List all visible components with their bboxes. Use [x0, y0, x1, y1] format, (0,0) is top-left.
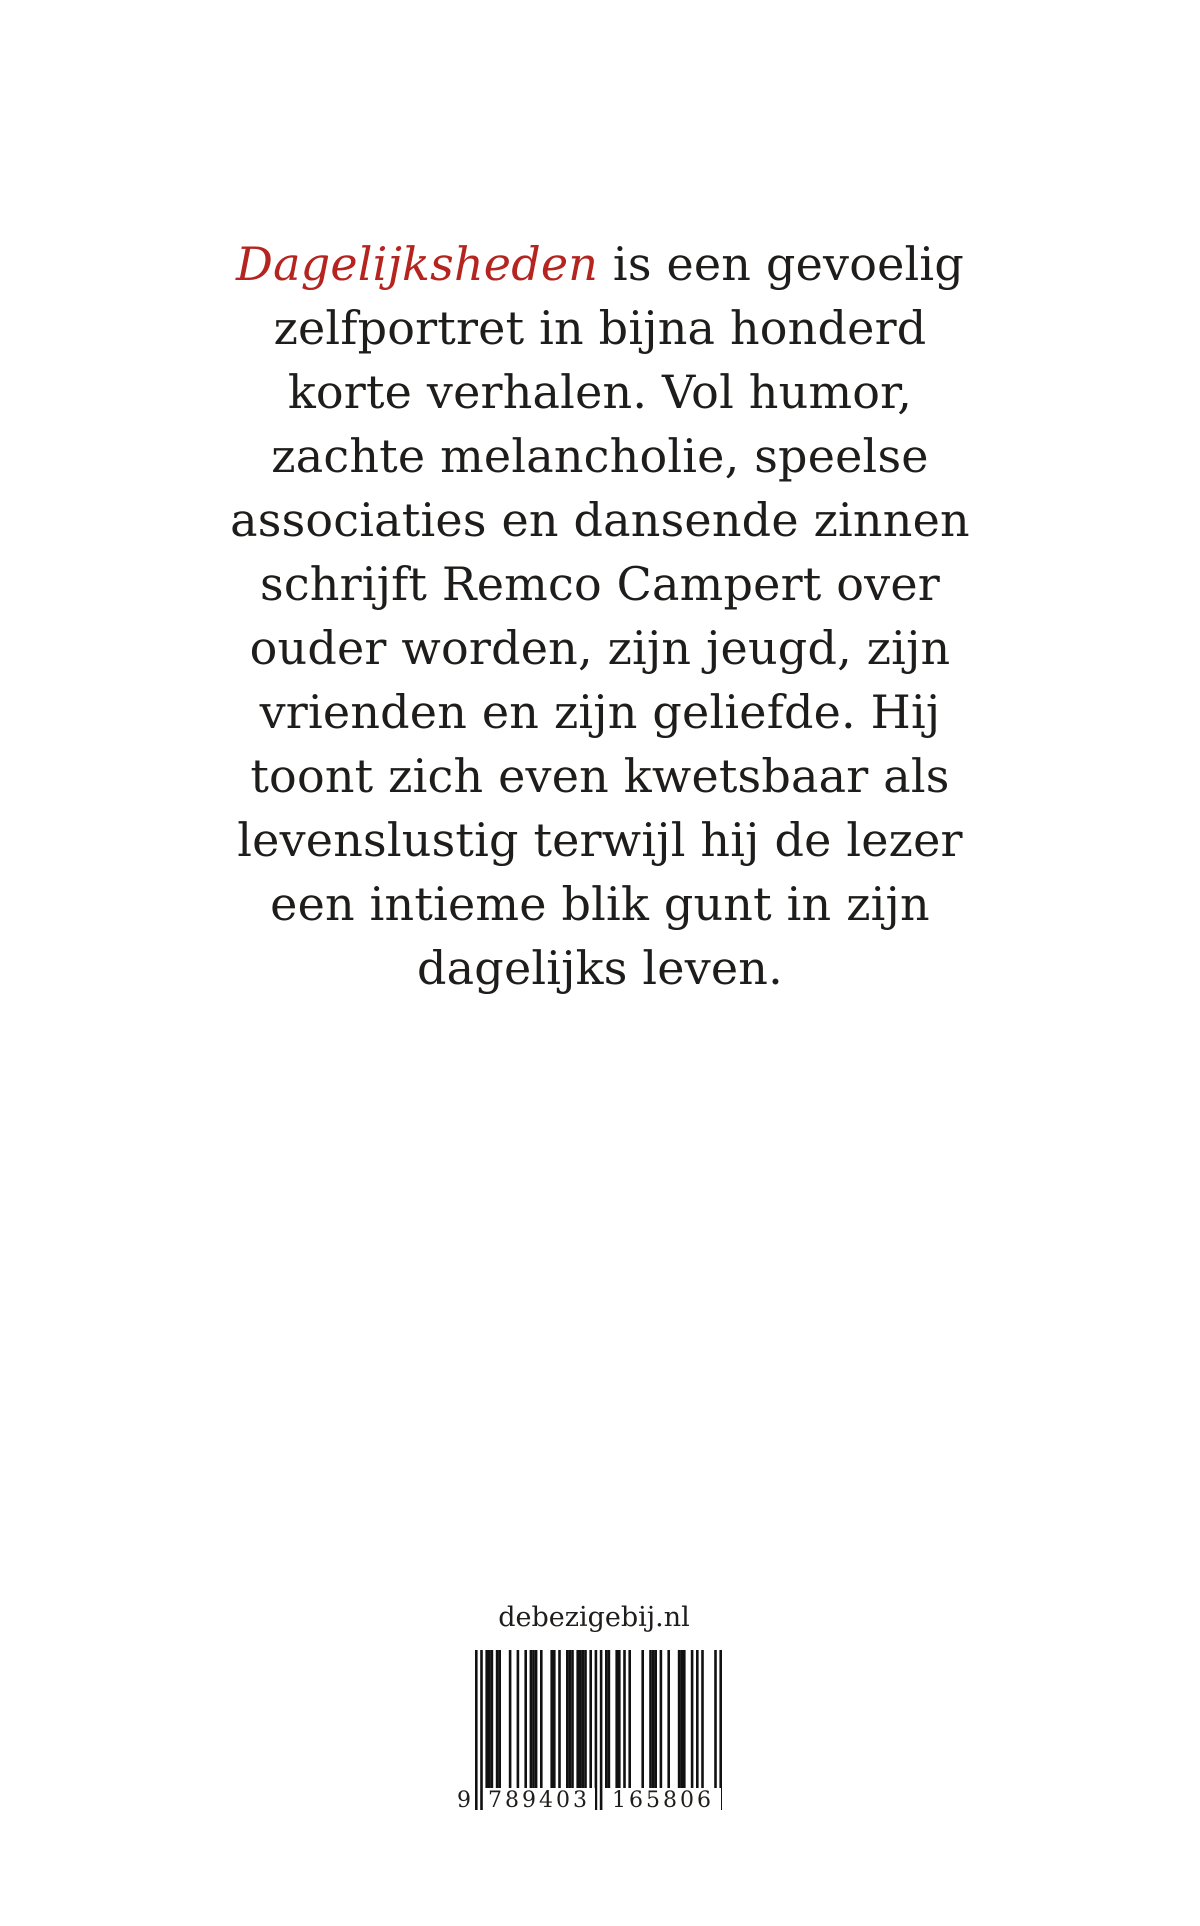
barcode-bar — [488, 1650, 491, 1790]
blurb-line: zelfportret in bijna honderd — [273, 301, 927, 355]
blurb-line: schrijft Remco Campert over — [260, 557, 940, 611]
barcode-bar — [571, 1650, 574, 1790]
barcode-bar — [579, 1650, 582, 1790]
barcode-bar — [584, 1650, 587, 1790]
barcode-bar — [566, 1650, 569, 1790]
blurb-line: toont zich even kwetsbaar als — [250, 749, 950, 803]
blurb-line: zachte melancholie, speelse — [271, 429, 929, 483]
barcode-bar — [641, 1650, 644, 1790]
blurb-line: ouder worden, zijn jeugd, zijn — [249, 621, 951, 675]
isbn-barcode — [455, 1648, 730, 1816]
barcode-bar — [628, 1650, 631, 1790]
barcode-bar — [530, 1650, 533, 1790]
barcode-bar — [600, 1650, 603, 1810]
book-title: Dagelijksheden — [236, 237, 599, 291]
barcode-bar — [652, 1650, 655, 1790]
barcode-bar — [680, 1650, 683, 1790]
barcode-bar — [480, 1650, 483, 1810]
barcode-bar — [605, 1650, 608, 1790]
blurb-line: levenslustig terwijl hij de lezer — [237, 813, 963, 867]
blurb-text — [150, 232, 1050, 1000]
blurb-line: associaties en dansende zinnen — [230, 493, 970, 547]
barcode-bar — [553, 1650, 556, 1790]
blurb-line: korte verhalen. Vol humor, — [287, 365, 913, 419]
barcode-bar — [618, 1650, 621, 1790]
barcode-bar — [582, 1650, 585, 1790]
blurb-line-1 — [150, 232, 1050, 296]
barcode-bar — [615, 1650, 618, 1790]
blurb-line: dagelijks leven. — [417, 941, 783, 995]
barcode-bar — [498, 1650, 501, 1790]
barcode-bar — [683, 1650, 686, 1790]
barcode-bar — [491, 1650, 494, 1790]
barcode-digit-first: 9 — [457, 1788, 471, 1813]
blurb-line: een intieme blik gunt in zijn — [270, 877, 930, 931]
blurb-line-1-rest: is een gevoelig — [598, 237, 964, 291]
barcode-bar — [509, 1650, 512, 1790]
barcode-bar — [535, 1650, 538, 1790]
barcode-digits-right: 165806 — [605, 1788, 721, 1813]
barcode-bar — [485, 1650, 488, 1790]
barcode-bar — [623, 1650, 626, 1790]
barcode-bar — [589, 1650, 592, 1790]
publisher-website: debezigebij.nl — [498, 1602, 690, 1633]
barcode-bar — [532, 1650, 535, 1790]
barcode-bar — [660, 1650, 663, 1790]
barcode-bar — [667, 1650, 670, 1790]
barcode-bar — [475, 1650, 478, 1810]
barcode-bar — [569, 1650, 572, 1790]
barcode-bar — [654, 1650, 657, 1790]
barcode-bar — [691, 1650, 694, 1790]
blurb-line: vrienden en zijn geliefde. Hij — [259, 685, 941, 739]
barcode-digits-left: 789403 — [483, 1788, 595, 1813]
barcode-bar — [558, 1650, 561, 1790]
barcode-bar — [696, 1650, 699, 1790]
barcode-bar — [719, 1650, 722, 1810]
barcode-bar — [714, 1650, 717, 1810]
barcode-bar — [608, 1650, 611, 1790]
barcode-digits — [455, 1788, 730, 1818]
barcode-bar — [576, 1650, 579, 1790]
barcode-bar — [595, 1650, 598, 1810]
barcode-bar — [524, 1650, 527, 1790]
barcode-bar — [649, 1650, 652, 1790]
barcode-bar — [550, 1650, 553, 1790]
barcode-bar — [540, 1650, 543, 1790]
barcode-bar — [701, 1650, 704, 1790]
barcode-bar — [496, 1650, 499, 1790]
barcode-bar — [678, 1650, 681, 1790]
barcode-bar — [517, 1650, 520, 1790]
